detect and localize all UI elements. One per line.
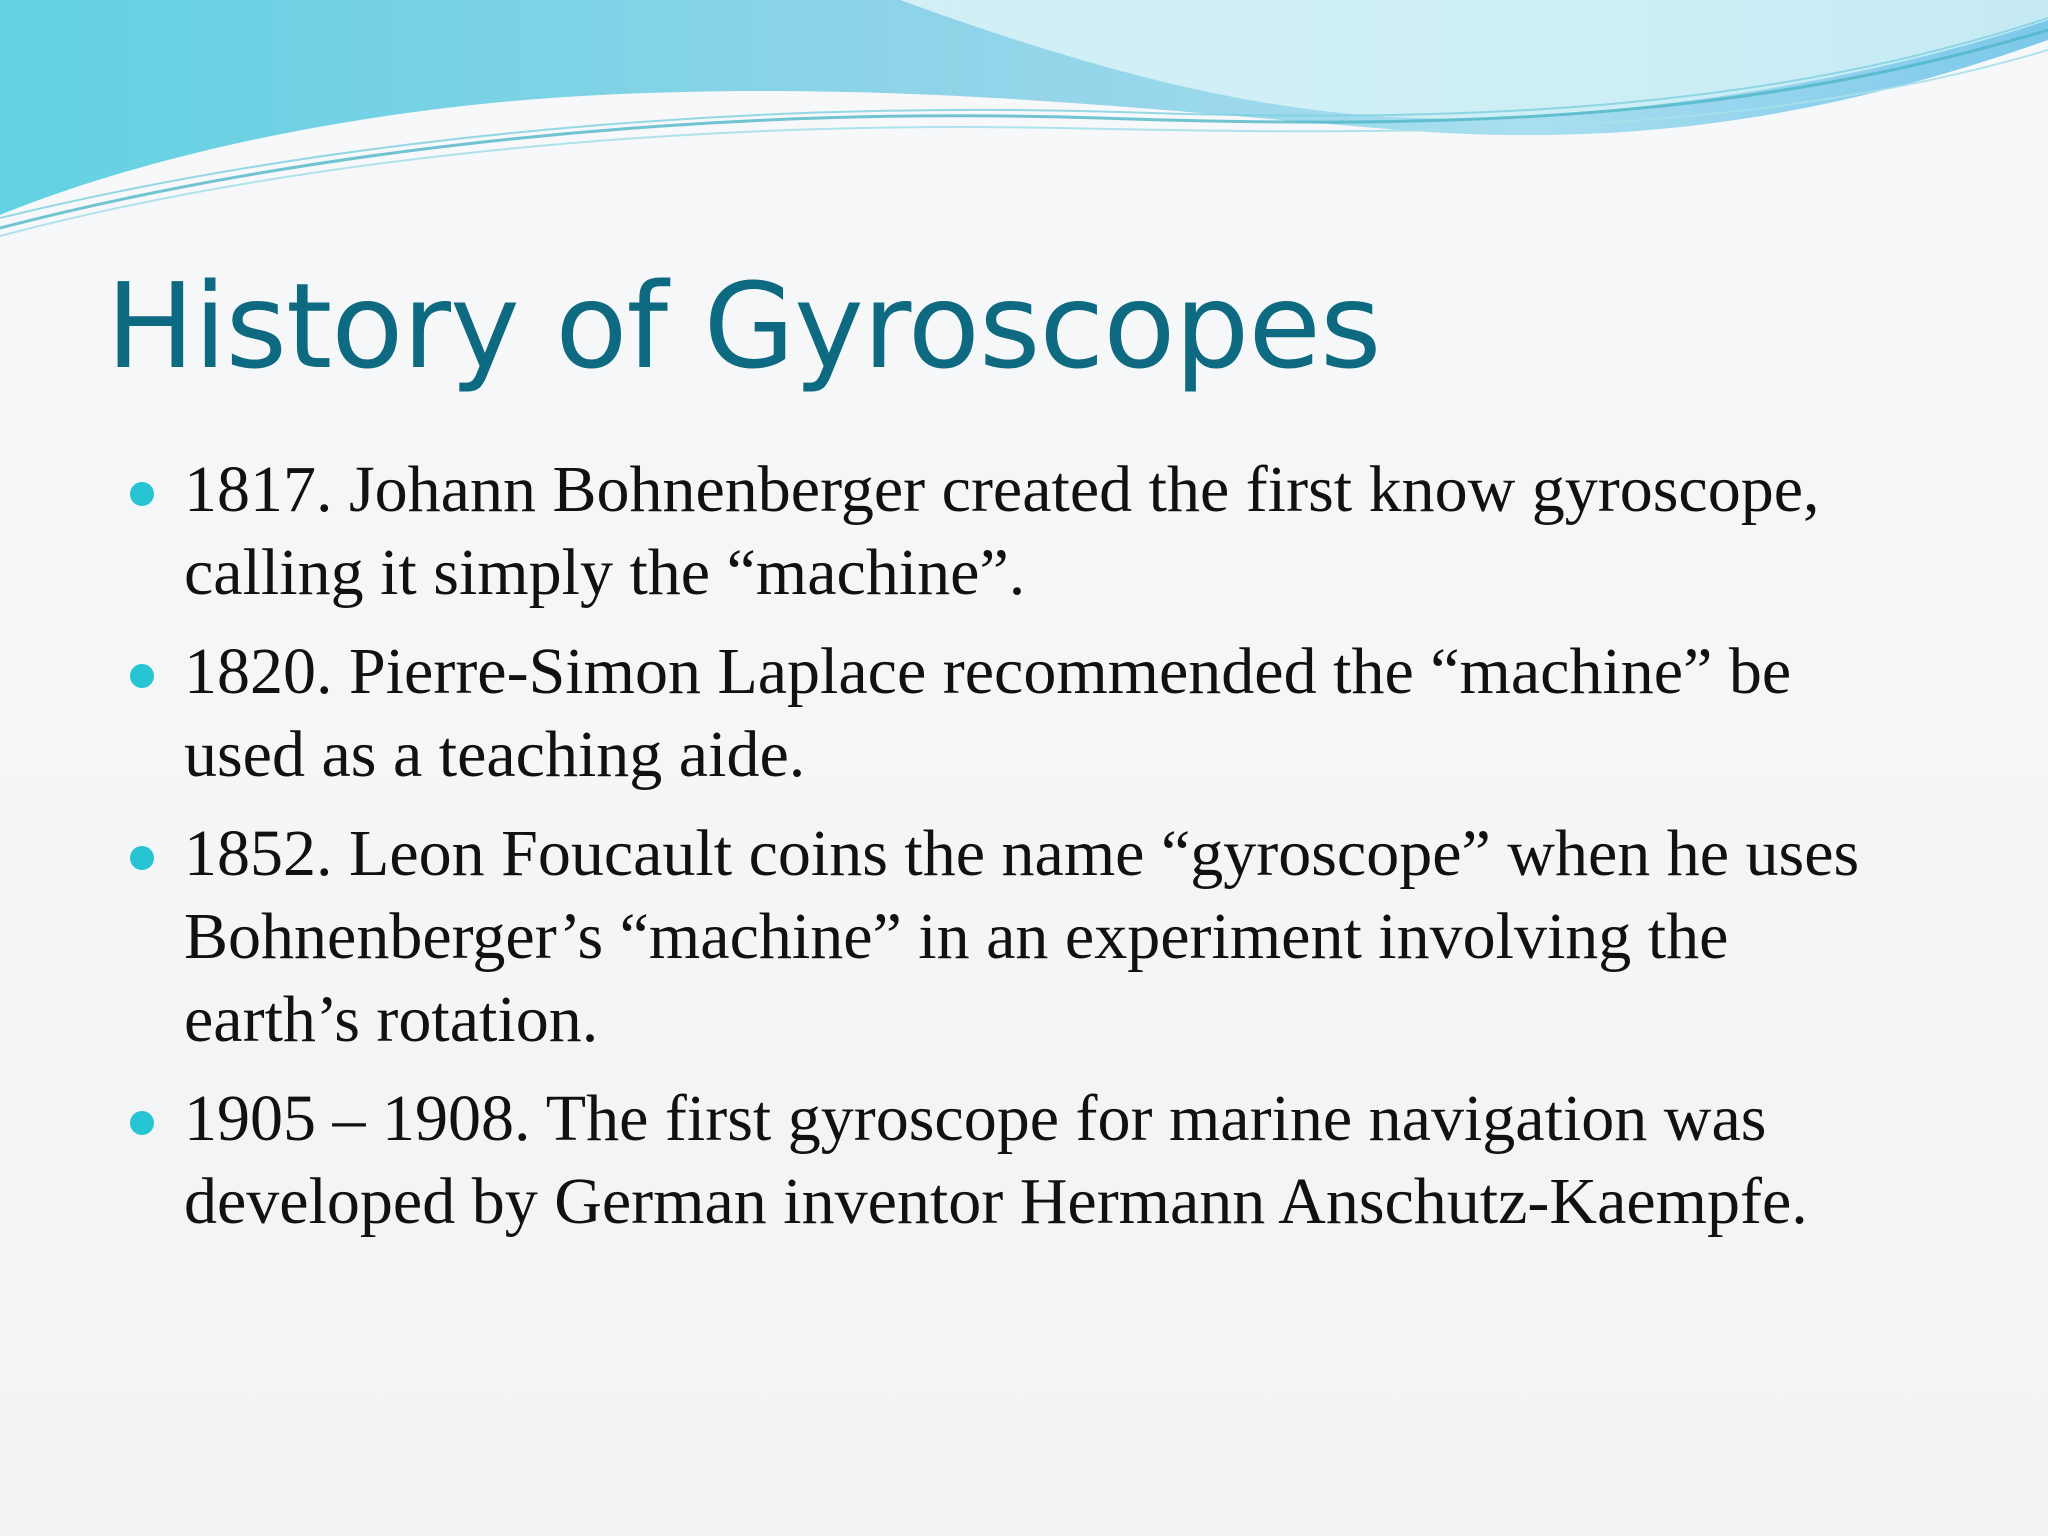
bullet-text: 1905 – 1908. The first gyroscope for marine navigation was developed by German inventor Hermann Anschutz-Kaempfe.	[184, 1082, 1808, 1238]
bullet-dot-icon	[130, 482, 154, 506]
bullet-item-1820	[120, 630, 1920, 796]
bullet-text: 1817. Johann Bohnenberger created the first know gyroscope, calling it simply the “machine”.	[184, 453, 1820, 609]
slide-title: History of Gyroscopes	[106, 257, 1381, 395]
bullet-text: 1852. Leon Foucault coins the name “gyroscope” when he uses Bohnenberger’s “machine” in an experiment involving the earth’s rotation.	[184, 817, 1860, 1056]
bullet-item-1905-1908	[120, 1077, 1920, 1243]
bullet-item-1852	[120, 812, 1920, 1061]
bullet-dot-icon	[130, 664, 154, 688]
bullet-text: 1820. Pierre-Simon Laplace recommended the “machine” be used as a teaching aide.	[184, 635, 1792, 791]
bullet-list	[120, 448, 1920, 1259]
bullet-dot-icon	[130, 846, 154, 870]
header-wave-decoration	[0, 0, 2048, 240]
bullet-dot-icon	[130, 1111, 154, 1135]
bullet-item-1817	[120, 448, 1920, 614]
